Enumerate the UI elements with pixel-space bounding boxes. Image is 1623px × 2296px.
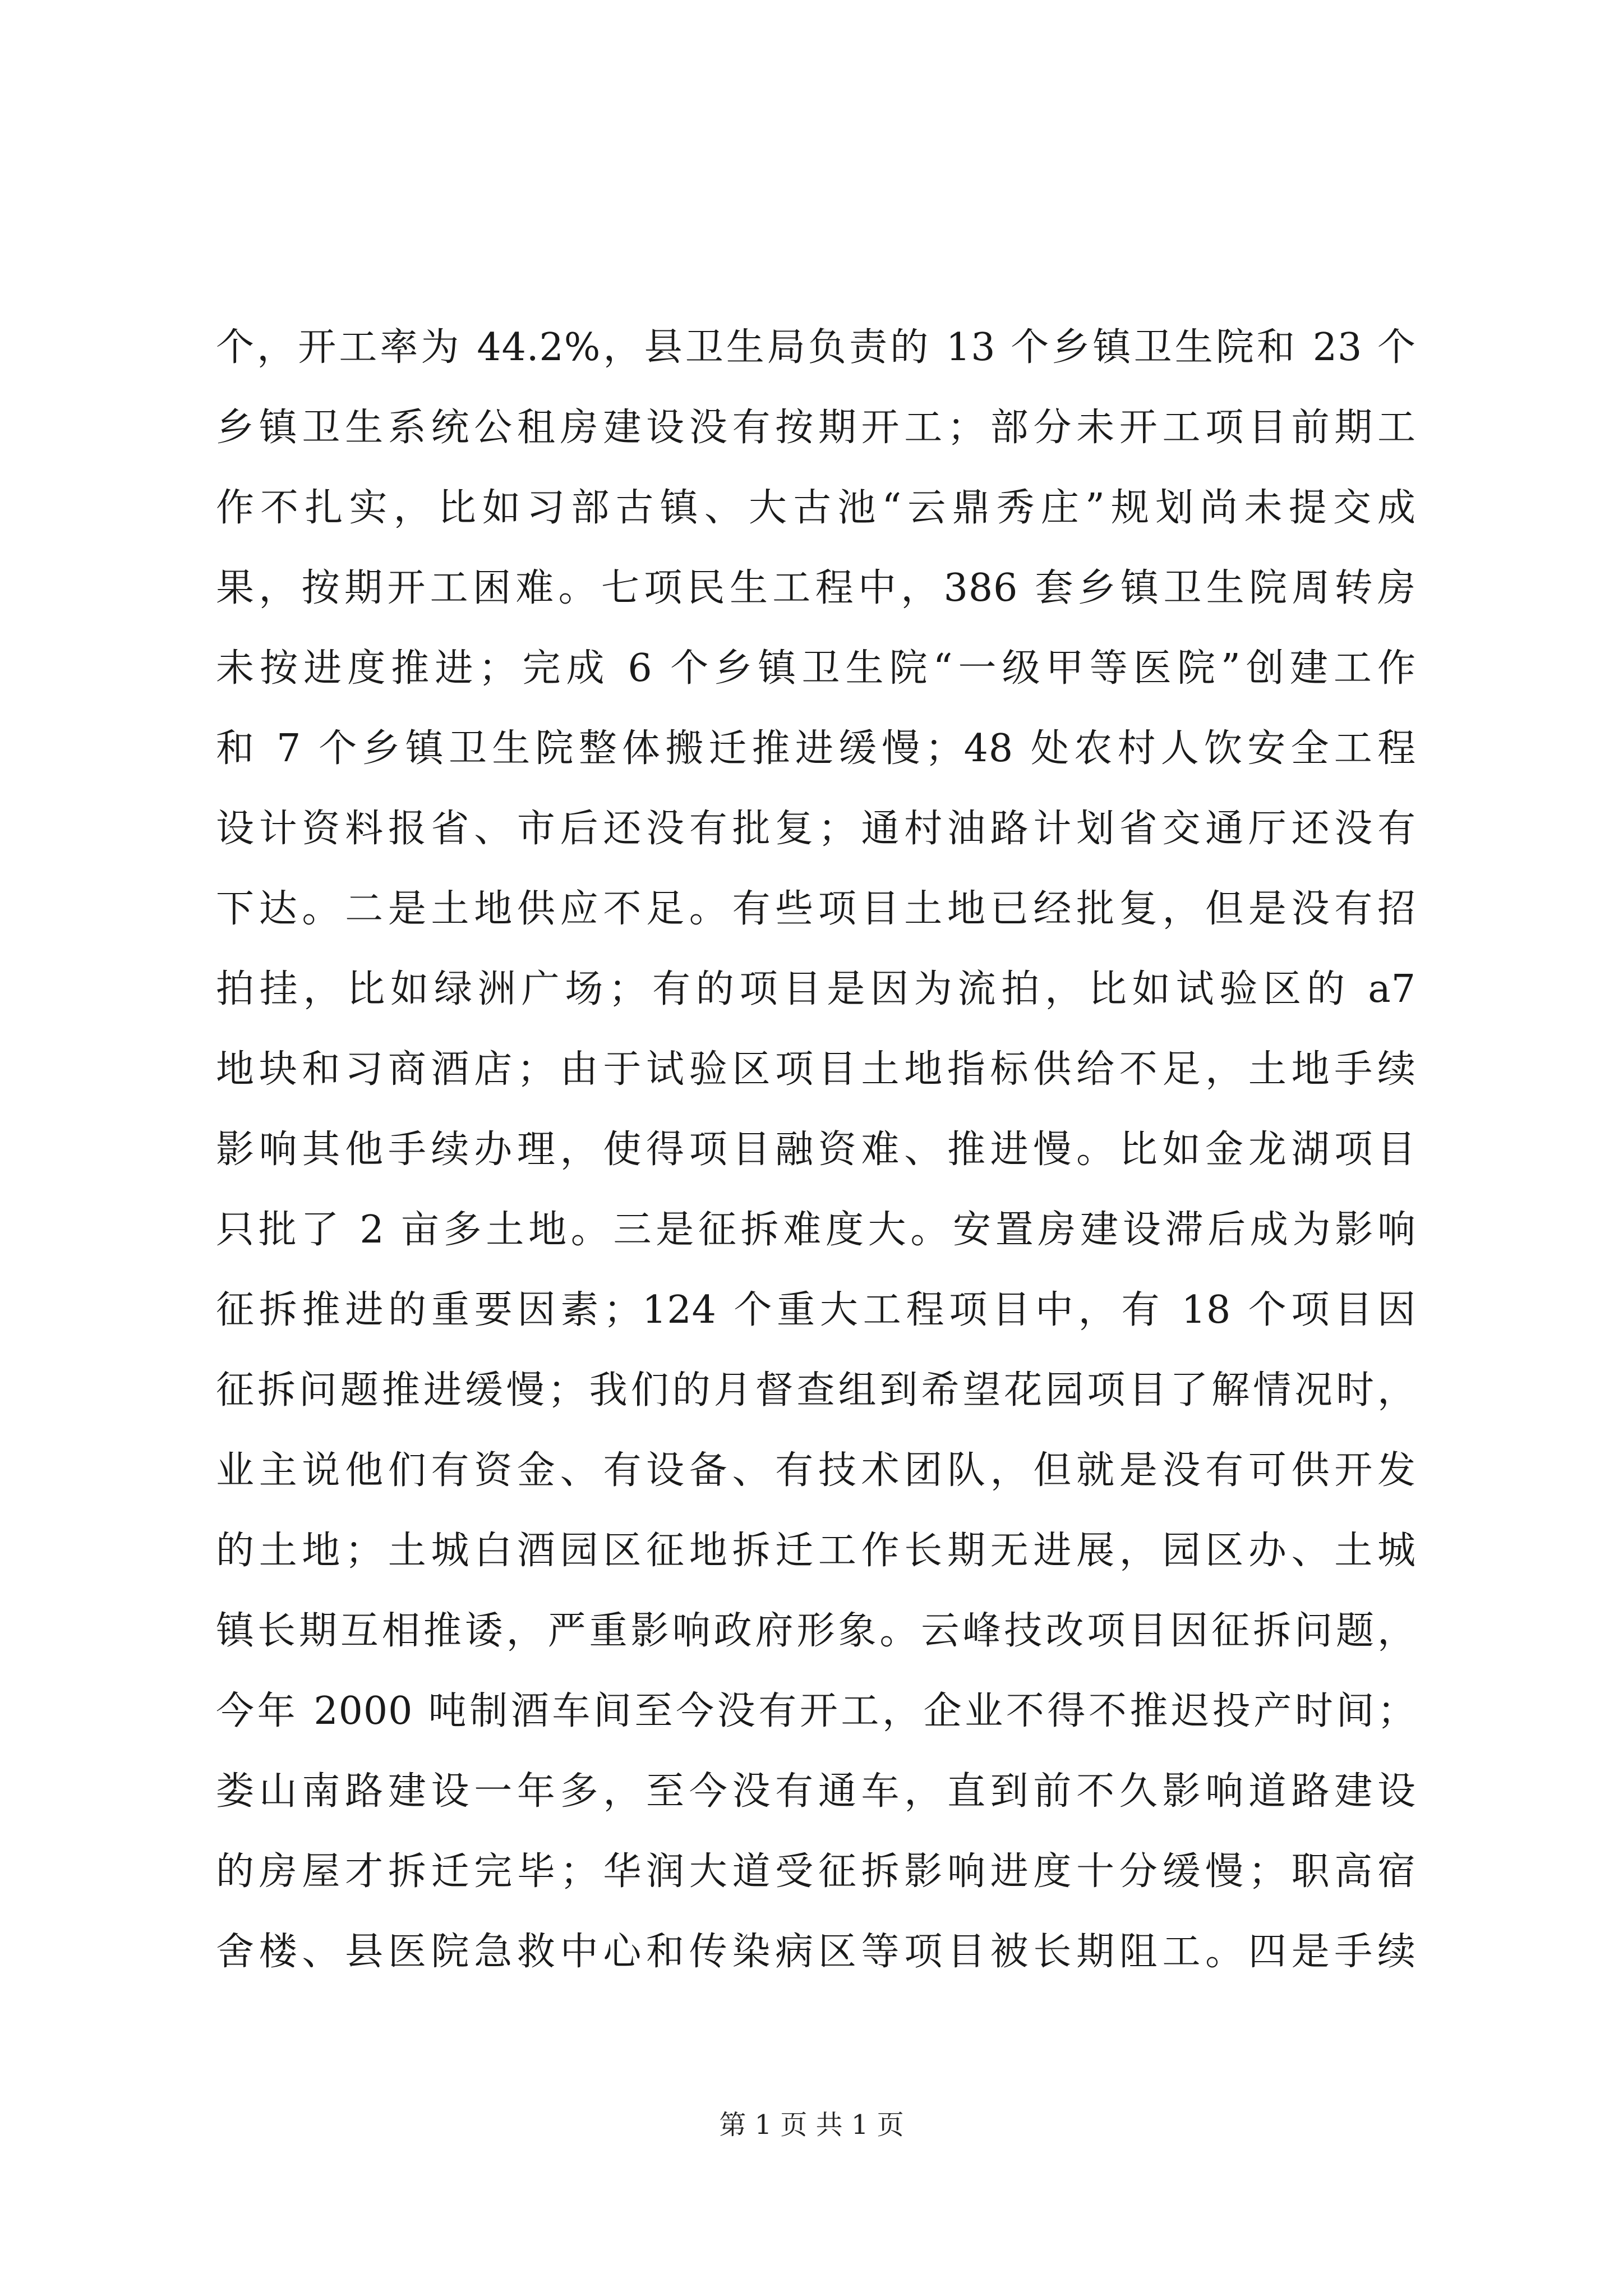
text-line: 未按进度推进；完成 6 个乡镇卫生院“一级甲等医院”创建工作 bbox=[216, 646, 1416, 691]
text-line: 作不扎实，比如习部古镇、大古池“云鼎秀庄”规划尚未提交成 bbox=[216, 486, 1416, 530]
text-line: 个，开工率为 44.2%，县卫生局负责的 13 个乡镇卫生院和 23 个 bbox=[216, 325, 1416, 370]
text-line: 舍楼、县医院急救中心和传染病区等项目被长期阻工。四是手续 bbox=[216, 1930, 1416, 1974]
text-line: 征拆推进的重要因素；124 个重大工程项目中，有 18 个项目因 bbox=[216, 1288, 1416, 1332]
text-line: 设计资料报省、市后还没有批复；通村油路计划省交通厅还没有 bbox=[216, 807, 1416, 851]
text-line: 拍挂，比如绿洲广场；有的项目是因为流拍，比如试验区的 a7 bbox=[216, 967, 1416, 1011]
text-line: 影响其他手续办理，使得项目融资难、推进慢。比如金龙湖项目 bbox=[216, 1128, 1416, 1172]
text-line: 业主说他们有资金、有设备、有技术团队，但就是没有可供开发 bbox=[216, 1448, 1416, 1493]
text-line: 娄山南路建设一年多，至今没有通车，直到前不久影响道路建设 bbox=[216, 1769, 1416, 1814]
text-line: 地块和习商酒店；由于试验区项目土地指标供给不足，土地手续 bbox=[216, 1047, 1416, 1092]
text-line: 镇长期互相推诿，严重影响政府形象。云峰技改项目因征拆问题， bbox=[216, 1609, 1416, 1653]
text-line: 乡镇卫生系统公租房建设没有按期开工；部分未开工项目前期工 bbox=[216, 406, 1416, 450]
page-footer: 第 1 页 共 1 页 bbox=[719, 2109, 904, 2141]
text-line: 今年 2000 吨制酒车间至今没有开工，企业不得不推迟投产时间； bbox=[216, 1689, 1416, 1733]
body-text bbox=[216, 307, 1416, 1992]
text-line: 和 7 个乡镇卫生院整体搬迁推进缓慢；48 处农村人饮安全工程 bbox=[216, 726, 1416, 771]
text-line: 只批了 2 亩多土地。三是征拆难度大。安置房建设滞后成为影响 bbox=[216, 1208, 1416, 1252]
text-line: 征拆问题推进缓慢；我们的月督查组到希望花园项目了解情况时， bbox=[216, 1368, 1416, 1412]
text-line: 的土地；土城白酒园区征地拆迁工作长期无进展，园区办、土城 bbox=[216, 1529, 1416, 1573]
text-line: 的房屋才拆迁完毕；华润大道受征拆影响进度十分缓慢；职高宿 bbox=[216, 1849, 1416, 1894]
text-line: 下达。二是土地供应不足。有些项目土地已经批复，但是没有招 bbox=[216, 887, 1416, 931]
text-line: 果，按期开工困难。七项民生工程中，386 套乡镇卫生院周转房 bbox=[216, 566, 1416, 610]
